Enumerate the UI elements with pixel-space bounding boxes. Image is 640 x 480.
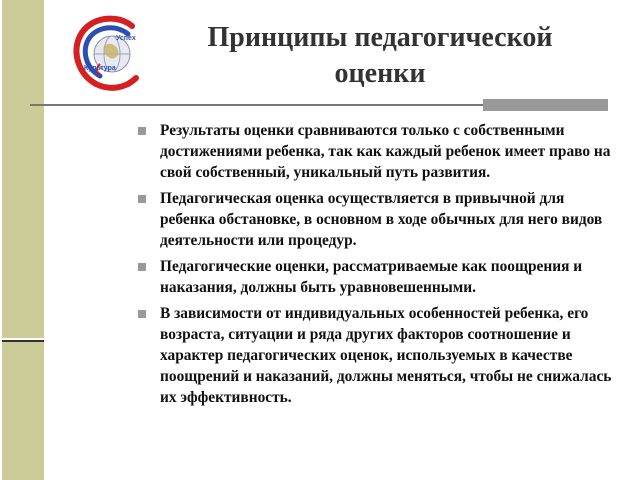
bullet-list [138, 120, 618, 413]
title-line-2: оценки [334, 58, 426, 89]
bullet-text: Педагогические оценки, рассматриваемые как поощрения и наказания, должны быть уравновешенными. [160, 258, 583, 296]
bullet-item [138, 303, 618, 408]
bullet-square-icon [138, 310, 146, 318]
logo-text-upper: Успех [116, 35, 136, 42]
bullet-text: В зависимости от индивидуальных особенностей ребенка, его возраста, ситуации и ряда других факторов соотношение и характер педагогических оценок, используемых в качестве поощрений и наказаний, должны меняться, чтобы не снижалась их эффективность. [160, 305, 612, 406]
bullet-square-icon [138, 127, 146, 135]
left-bar-divider [2, 340, 44, 342]
globe-swirl-logo [70, 12, 148, 94]
bullet-text: Результаты оценки сравниваются только с собственными достижениями ребенка, так как каждый ребенок имеет право на свой собственный, уникальный путь развития. [160, 122, 611, 181]
bullet-text: Педагогическая оценка осуществляется в привычной для ребенка обстановке, в основном в ходе обычных для него видов деятельности или процедур. [160, 190, 603, 249]
logo-text-lower: Культура [84, 65, 116, 72]
slide-title [150, 20, 610, 92]
bullet-item [138, 120, 618, 183]
title-divider-block [483, 99, 608, 111]
bullet-item [138, 256, 618, 298]
title-line-1: Принципы педагогической [207, 22, 553, 53]
left-accent-bar [2, 0, 44, 480]
bullet-square-icon [138, 263, 146, 271]
bullet-square-icon [138, 195, 146, 203]
bullet-item [138, 188, 618, 251]
